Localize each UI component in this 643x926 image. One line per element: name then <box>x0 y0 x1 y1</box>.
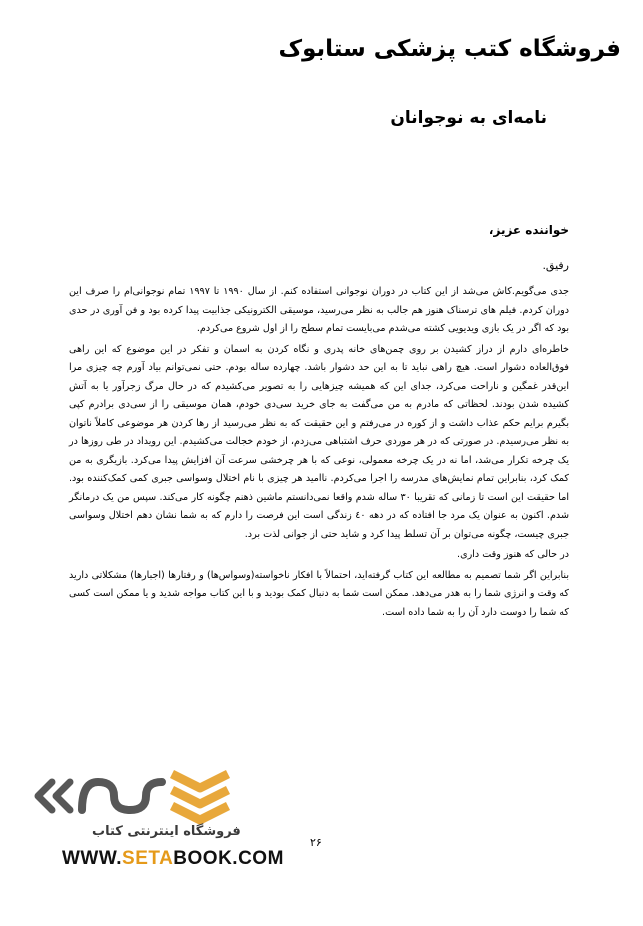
letter-greeting: خواننده عزیز، <box>488 223 569 237</box>
paragraph: در حالی که هنوز وقت داری. <box>457 549 569 560</box>
watermark-url <box>62 848 284 870</box>
book-title: نامه‌ای به نوجوانان <box>390 108 547 128</box>
url-accent: SETA <box>122 848 174 869</box>
paragraph: جدی می‌گویم.کاش می‌شد از این کتاب در دوران نوجوانی استفاده کنم. از سال ۱۹۹۰ تا ۱۹۹۷ تمام نوجوانی‌ام را صرف این دوران کردم. فیلم های ترسناک هنوز هم جالب به نظر می‌رسید، موسیقی الکترونیکی جذابیت پیدا کرده بود و فن آوری در حدی بود که اگر در یک بازی ویدیویی کشته می‌شدم می‌بایست تمام سطح را از اول شروع می‌کردم. <box>69 286 569 334</box>
paragraph: خاطره‌ای دارم از دراز کشیدن بر روی چمن‌های خانه پدری و نگاه کردن به اسمان و تفکر در این موضوع که این راهی فوق‌العاده دشوار است. هیچ راهی نباید تا به این حد دشوار باشد. چهارده ساله بودم. حتی نمی‌توانم بیاد آورم چه چیزی مرا این‌قدر غمگین و ناراحت می‌کرد، جدای این که همیشه چیزهایی را به تصویر می‌کشیدم که در حال مرگ زجرآور یا به آتش کشیده شدن بودند. لحظاتی که مادرم به من می‌گفت به جای خرید سی‌دی خودم، همان موسیقی را از سی‌دی برادرم کپی بگیرم برایم حکم عذاب داشت و از کوره در می‌رفتم و این حقیقت که به نظر می‌رسید از رها کردن هر موضوعی کاملاً ناتوان به نظر می‌رسیدم. در صورتی که در هر موردی حرف اشتباهی می‌زدم، از خودم خجالت می‌کشیدم. این رویداد در طی روزها در یک چرخه تکرار می‌شد، اما نه در یک چرخه معمولی، نوعی که با هر چرخشی سرعت آن افزایش پیدا می‌کرد. بازیگری به من کمک کرد، بنابراین تمام نمایش‌های مدرسه را اجرا می‌کردم. ناامید هر چیزی با نام اختلال وسواسی جبری کمی کمک‌کننده بود. اما حقیقت این است تا زمانی که تقریبا ۳۰ ساله شدم واقعا نمی‌دانستم ماشین ذهنم چگونه کار می‌کند. سپس من یک درمانگر شدم. اکنون به عنوان یک مرد جا افتاده که در دهه ٤٠ زندگی است این فرصت را دارم که به شما نشان دهم اختلال وسواسی جبری چیست، چگونه می‌توان بر آن تسلط پیدا کرد و شاید حتی از جوانی لذت برد. <box>69 343 569 540</box>
letter-salutation: رفیق. <box>542 259 569 272</box>
letter-body <box>69 283 569 622</box>
url-suffix: BOOK.COM <box>173 848 284 869</box>
paragraph: بنابراین اگر شما تصمیم به مطالعه این کتاب گرفته‌اید، احتمالاً با افکار ناخواسته(وسواس‌ها) و رفتارها (اجبارها) مشکلاتی دارید که وقت و انرژی شما را به هدر می‌دهد. ممکن است شما به دنبال کمک بودید و با این کتاب مواجه شدید و یا ممکن است کسی که شما را دوست دارد آن را به شما داده است. <box>69 569 569 618</box>
page-number: ۲۶ <box>310 836 322 849</box>
url-prefix: WWW. <box>62 848 123 869</box>
watermark-subtitle: فروشگاه اینترنتی کتاب <box>92 824 241 839</box>
store-title: فروشگاه کتب پزشکی ستابوک <box>278 36 621 62</box>
setabook-watermark <box>14 760 304 870</box>
